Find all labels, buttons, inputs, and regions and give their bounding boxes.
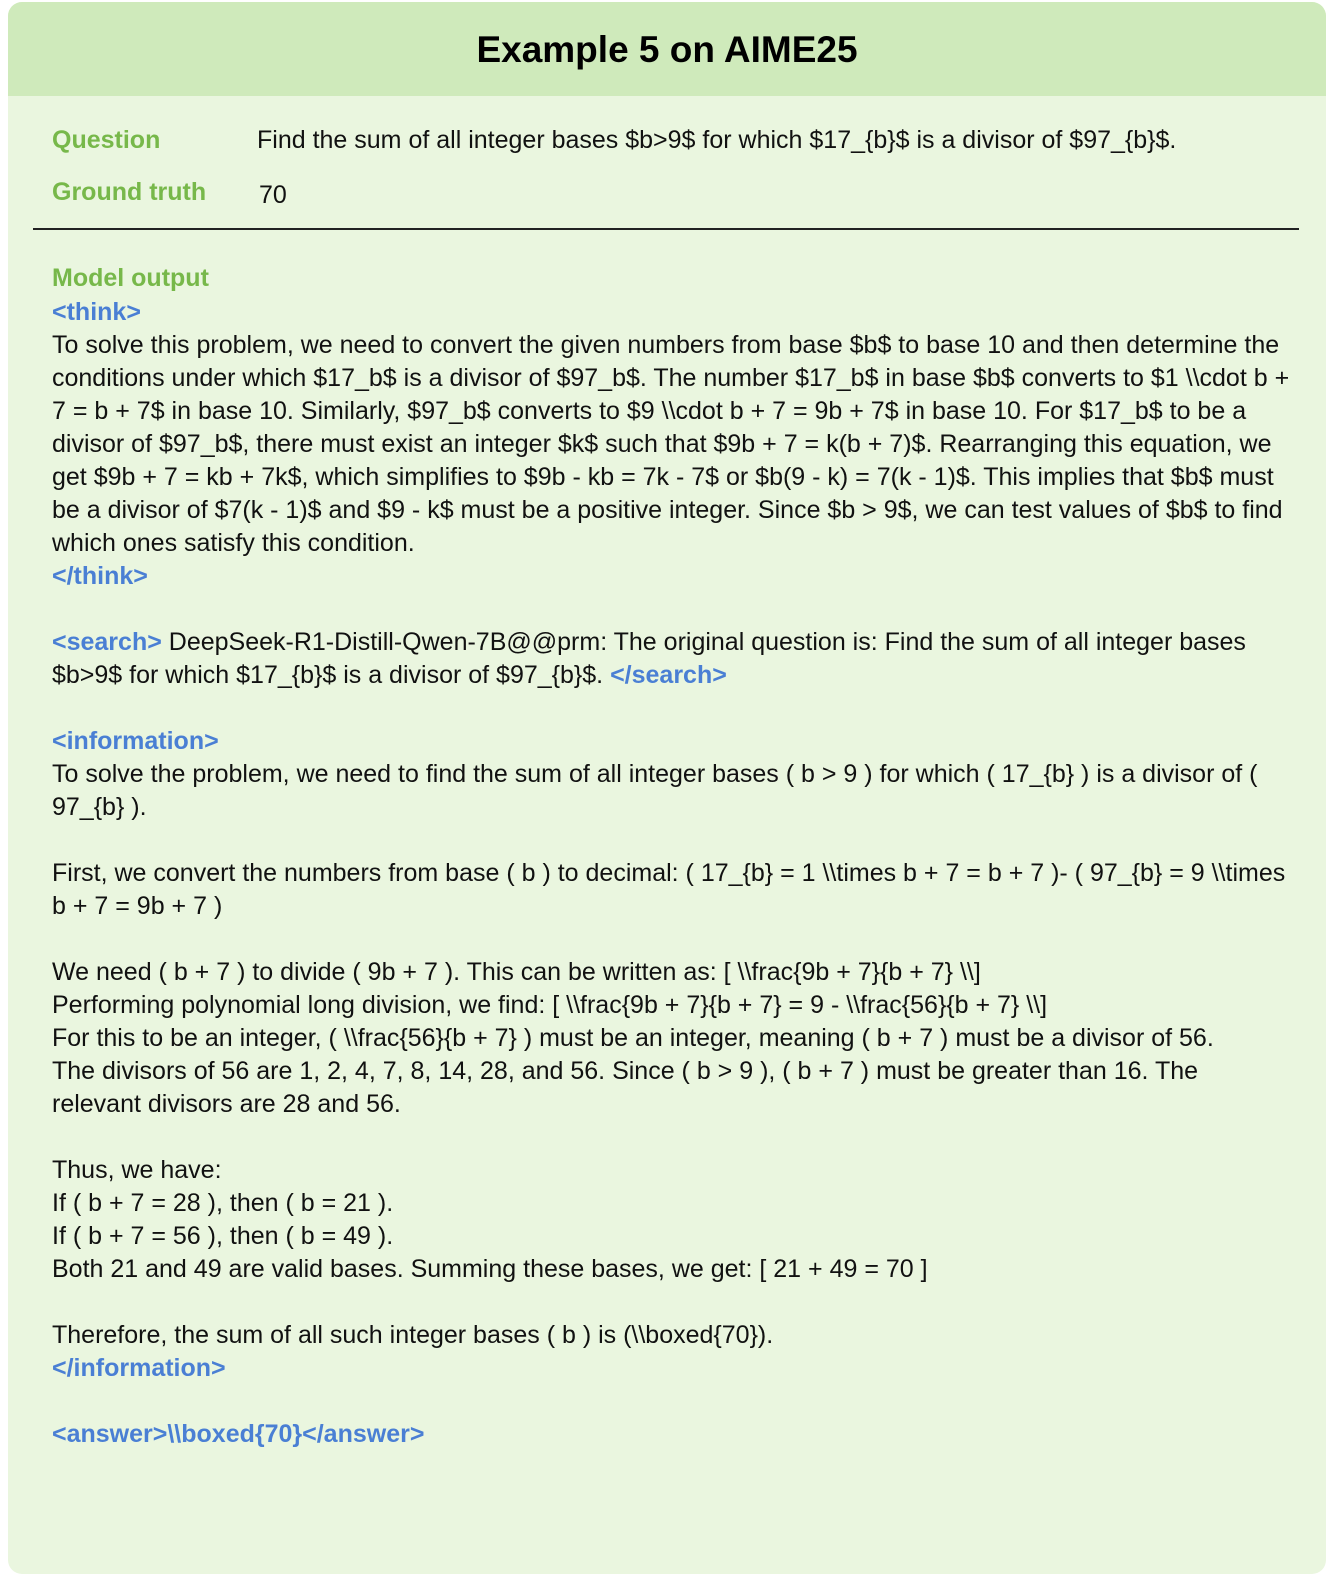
search-close-tag: </search> <box>610 661 727 689</box>
information-text <box>52 758 1292 1352</box>
model-output-label: Model output <box>52 264 209 292</box>
info-line: If ( b + 7 = 56 ), then ( b = 49 ). <box>52 1222 394 1250</box>
info-line: Thus, we have: <box>52 1156 222 1184</box>
info-line: Therefore, the sum of all such integer bases ( b ) is (\\boxed{70}). <box>52 1321 774 1349</box>
ground-truth-value: 70 <box>259 181 287 209</box>
search-text: DeepSeek-R1-Distill-Qwen-7B@@prm: The original question is: Find the sum of all integer bases $b>9$ for which $17_{b}$ is a divisor of $97_{b}$. <box>52 628 1246 689</box>
search-open-tag: <search> <box>52 628 162 656</box>
info-line: First, we convert the numbers from base ( b ) to decimal: ( 17_{b} = 1 \\times b + 7 = b + 7 )- ( 97_{b} = 9 \\times b + 7 = 9b + 7 ) <box>52 859 1286 920</box>
divider <box>33 228 1299 230</box>
info-line: To solve the problem, we need to find the sum of all integer bases ( b > 9 ) for which ( 17_{b} ) is a divisor of ( 97_{b} ). <box>52 760 1258 821</box>
info-line: Both 21 and 49 are valid bases. Summing these bases, we get: [ 21 + 49 = 70 ] <box>52 1255 928 1283</box>
information-open-tag: <information> <box>52 727 219 755</box>
think-text: To solve this problem, we need to convert the given numbers from base $b$ to base 10 and then determine the conditions under which $17_b$ is a divisor of $97_b$. The number $17_b$ in base $b$ converts to $1 \\cdot b + 7 = b + 7$ in base 10. Similarly, $97_b$ converts to $9 \\cdot b + 7 = 9b + 7$ in base 10. For $17_b$ to be a divisor of $97_b$, there must exist an integer $k$ such that $9b + 7 = k(b + 7)$. Rearranging this equation, we get $9b + 7 = kb + 7k$, which simplifies to $9b - kb = 7k - 7$ or $b(9 - k) = 7(k - 1)$. This implies that $b$ must be a divisor of $7(k - 1)$ and $9 - k$ must be a positive integer. Since $b > 9$, we can test values of $b$ to find which ones satisfy this condition. <box>52 331 1290 557</box>
model-output <box>52 260 1292 1451</box>
info-line: Performing polynomial long division, we find: [ \\frac{9b + 7}{b + 7} = 9 - \\frac{56}{b + 7} \\] <box>52 991 1048 1019</box>
card-header <box>8 2 1326 96</box>
answer-line: <answer>\\boxed{70}</answer> <box>52 1420 425 1448</box>
info-line: For this to be an integer, ( \\frac{56}{b + 7} ) must be an integer, meaning ( b + 7 ) must be a divisor of 56. <box>52 1024 1214 1052</box>
question-text: Find the sum of all integer bases $b>9$ for which $17_{b}$ is a divisor of $97_{b}$. <box>257 126 1177 154</box>
search-block <box>52 626 1292 692</box>
info-line: If ( b + 7 = 28 ), then ( b = 21 ). <box>52 1189 394 1217</box>
question-label: Question <box>52 126 161 154</box>
card-title: Example 5 on AIME25 <box>476 29 858 70</box>
info-line: The divisors of 56 are 1, 2, 4, 7, 8, 14, 28, and 56. Since ( b > 9 ), ( b + 7 ) must be greater than 16. The relevant divisors are 28 and 56. <box>52 1057 1199 1118</box>
info-line: We need ( b + 7 ) to divide ( 9b + 7 ). This can be written as: [ \\frac{9b + 7}{b + 7} \\] <box>52 958 981 986</box>
think-open-tag: <think> <box>52 298 141 326</box>
ground-truth-label: Ground truth <box>52 178 207 206</box>
think-close-tag: </think> <box>52 562 148 590</box>
information-close-tag: </information> <box>52 1354 226 1382</box>
